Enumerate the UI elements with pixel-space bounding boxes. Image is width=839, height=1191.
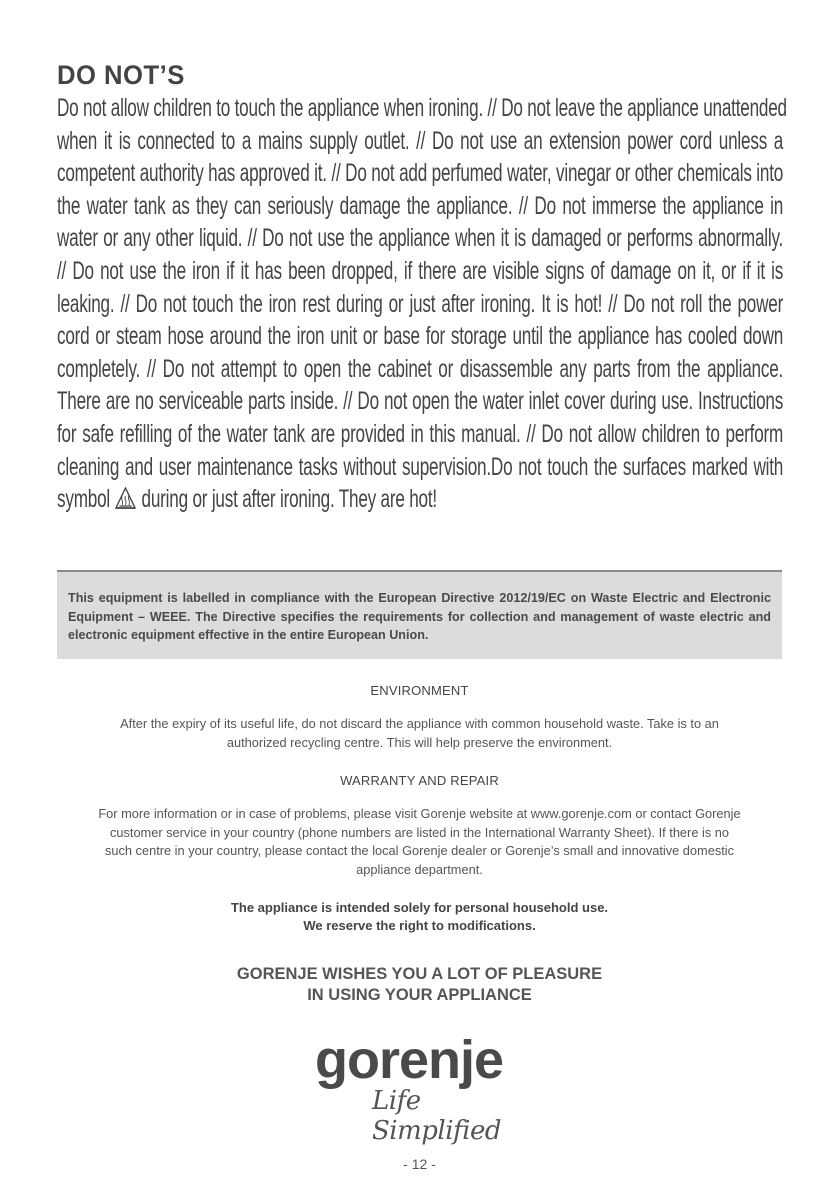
usage-notice-line: We reserve the right to modifications. — [303, 918, 536, 933]
donts-heading: DO NOT’S — [57, 60, 185, 90]
usage-notice-line: The appliance is intended solely for personal household use. — [230, 900, 609, 915]
environment-text-line: After the expiry of its useful life, do not discard the appliance with common household waste. Take is to an — [120, 716, 719, 731]
wishes-line: GORENJE WISHES YOU A LOT OF PLEASURE — [236, 965, 603, 983]
donts-line: cleaning and user maintenance tasks without supervision.Do not touch the surfaces marked with — [57, 452, 784, 481]
environment-title: ENVIRONMENT — [370, 683, 469, 698]
usage-notice — [57, 899, 782, 935]
environment-text-line: authorized recycling centre. This will help preserve the environment. — [226, 734, 613, 750]
donts-line: competent authority has approved it. // Do not add perfumed water, vinegar or other chemicals into — [57, 159, 784, 188]
logo-tagline: Life Simplified — [372, 1086, 502, 1146]
donts-line: cord or steam hose around the iron unit or base for storage until the appliance has cooled down — [57, 322, 784, 351]
warranty-section — [57, 773, 782, 879]
donts-line: Do not allow children to touch the appliance when ironing. // Do not leave the appliance unattended — [57, 94, 787, 122]
donts-last-line — [57, 483, 783, 516]
warranty-text-line: customer service in your country (phone numbers are listed in the International Warranty Sheet). If there is no — [109, 824, 730, 840]
environment-section — [57, 683, 782, 752]
donts-line: leaking. // Do not touch the iron rest during or just after ironing. It is hot! // Do not roll the power — [57, 289, 784, 318]
warranty-text-line: appliance department. — [356, 861, 483, 877]
donts-paragraph — [57, 92, 787, 516]
donts-line: // Do not use the iron if it has been dropped, if there are visible signs of damage on it, or if it is — [57, 256, 784, 285]
donts-line: There are no serviceable parts inside. // Do not open the water inlet cover during use. Instructions — [57, 387, 784, 416]
weee-notice-text: This equipment is labelled in compliance with the European Directive 2012/19/EC on Waste Electric and Electronic Equipment – WEEE. The Directive specifies the requirements for collection and management of waste electric and electronic equipment effective in the entire European Union. — [68, 591, 771, 642]
logo-wordmark: gorenje — [315, 1030, 504, 1090]
donts-line: when it is connected to a mains supply outlet. // Do not use an extension power cord unless a — [57, 126, 784, 155]
warranty-text-line: For more information or in case of problems, please visit Gorenje website at www.gorenje.com or contact Gorenje — [98, 806, 741, 821]
closing-wishes — [57, 964, 782, 1006]
warranty-title: WARRANTY AND REPAIR — [340, 773, 499, 788]
gorenje-logo — [312, 1030, 542, 1146]
symbol-label: symbol — [57, 485, 111, 514]
donts-line: water or any other liquid. // Do not use the appliance when it is damaged or performs abnormally. — [57, 224, 784, 253]
donts-line: for safe refilling of the water tank are provided in this manual. // Do not allow children to perform — [57, 419, 784, 448]
page-number: - 12 - — [403, 1156, 436, 1172]
symbol-trailing-text: during or just after ironing. They are hot! — [141, 485, 437, 514]
donts-line: completely. // Do not attempt to open the cabinet or disassemble any parts from the appliance. — [57, 354, 784, 383]
weee-notice-box — [57, 570, 782, 659]
wishes-line: IN USING YOUR APPLIANCE — [307, 986, 532, 1004]
donts-line: the water tank as they can seriously damage the appliance. // Do not immerse the appliance in — [57, 191, 784, 220]
warranty-text-line: such centre in your country, please contact the local Gorenje dealer or Gorenje’s small and innovative domestic — [104, 843, 735, 858]
hot-surface-warning-icon — [115, 487, 136, 509]
